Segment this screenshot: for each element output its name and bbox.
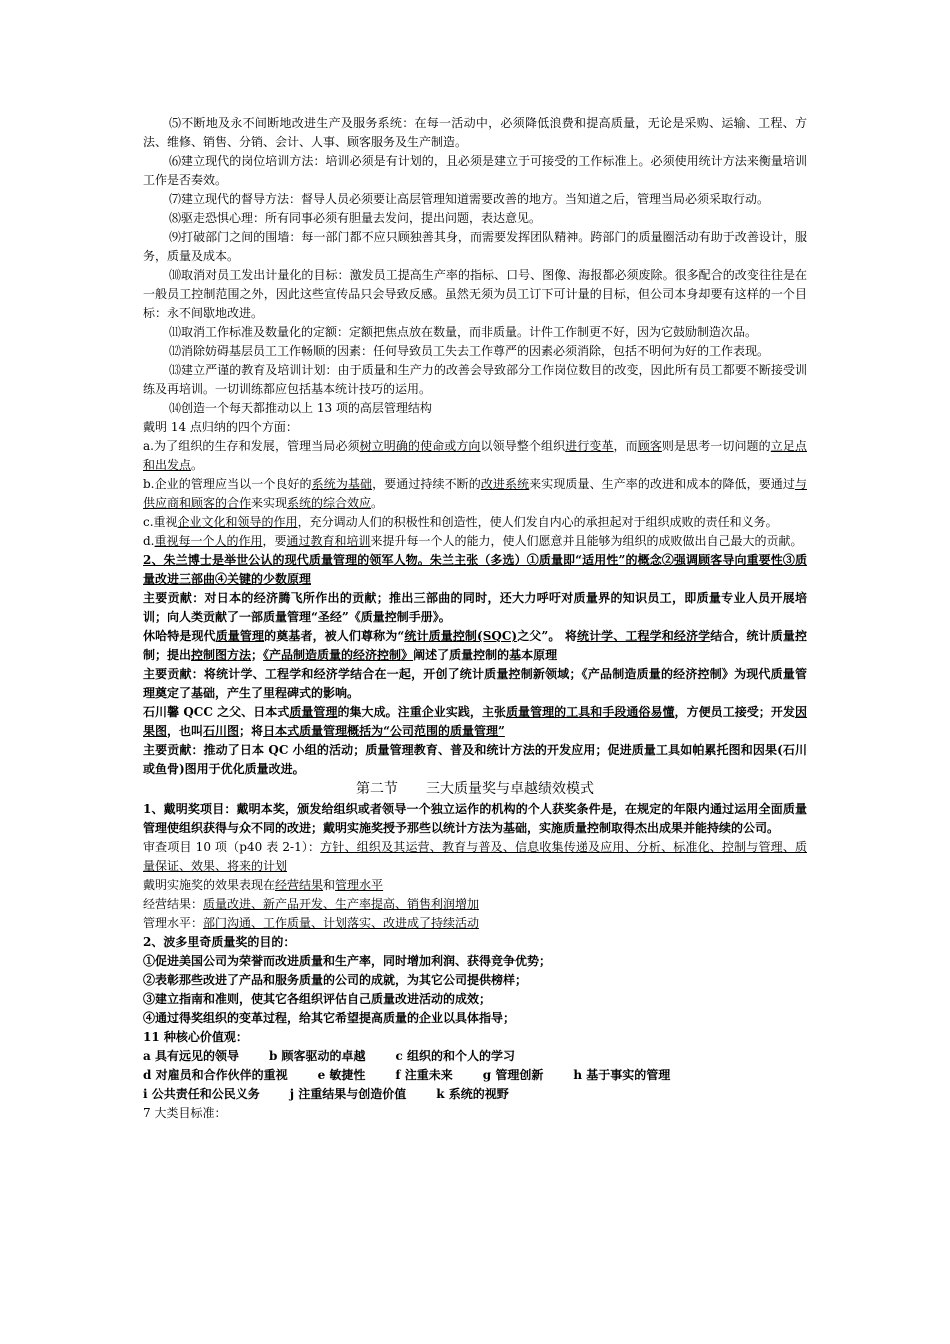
text-run: ⒀建立严谨的教育及培训计划：由于质量和生产力的改善会导致部分工作岗位数目的改变，因此所有员工都要不断接受训练及再培训。一切训练都应包括基本统计技巧的运用。 bbox=[143, 363, 807, 396]
text-run: d. bbox=[143, 534, 155, 548]
master-paragraph bbox=[143, 665, 807, 703]
summary-paragraph bbox=[143, 513, 807, 532]
deming-point bbox=[143, 342, 807, 361]
core-values-list bbox=[143, 1047, 807, 1104]
award-paragraph bbox=[143, 838, 807, 876]
section-number: 第二节 bbox=[356, 781, 398, 797]
text-run: ，要 bbox=[262, 534, 287, 548]
text-run: 系统为基础 bbox=[311, 477, 373, 491]
text-run: 日本式质量管理概括为“公司范围的质量管理” bbox=[263, 724, 505, 738]
text-run: 来提升每一个人的能力，使人们愿意并且能够为组织的成败做出自己最大的贡献。 bbox=[370, 534, 803, 548]
core-values-row bbox=[143, 1066, 807, 1085]
summary-paragraph bbox=[143, 475, 807, 513]
text-run: 结合，统计质量控制；提出 bbox=[143, 629, 807, 662]
text-run: ，要通过持续不断的 bbox=[372, 477, 481, 491]
text-run: 统计质量控制(SQC) bbox=[404, 629, 518, 643]
text-run: ⑾取消工作标准及数量化的定额：定额把焦点放在数量，而非质量。计件工作制更不好，因为它鼓励制造次品。 bbox=[169, 325, 758, 339]
text-run: 2、朱兰博士是举世公认的现代质量管理的领军人物。朱兰主张（多选）①质量即“适用性”的概念②强调顾客导向重要性③质量改进三部曲④关键的少数原理 bbox=[143, 553, 807, 586]
core-value-item: a 具有远见的领导 bbox=[143, 1049, 239, 1063]
text-run: ④通过得奖组织的变革过程，给其它希望提高质量的企业以具体指导； bbox=[143, 1011, 516, 1025]
text-run: ⑽取消对员工发出计量化的目标：激发员工提高生产率的指标、口号、图像、海报都必须废除。很多配合的改变往往是在一般员工控制范围之外，因此这些宣传品只会导致反感。虽然无须为员工订下可计量的目标，但公司本身却要有这样的一个目标：永不间歇地改进。 bbox=[143, 268, 807, 320]
text-run: 顾客 bbox=[637, 439, 662, 453]
text-run: 进行变革 bbox=[565, 439, 614, 453]
text-run: 戴明实施奖的效果表现在 bbox=[143, 878, 276, 892]
master-paragraph bbox=[143, 741, 807, 779]
text-run: 控制图方法 bbox=[191, 648, 252, 662]
text-run: ⒁创造一个每天都推动以上 13 项的高层管理结构 bbox=[169, 401, 432, 415]
text-run: 经营结果 bbox=[275, 878, 324, 892]
core-value-item: i 公共责任和公民义务 bbox=[143, 1087, 260, 1101]
text-run: ⑼打破部门之间的围墙：每一部门都不应只顾独善其身，而需要发挥团队精神。跨部门的质量圈活动有助于改善设计，服务，质量及成本。 bbox=[143, 230, 807, 263]
text-run: ，而 bbox=[613, 439, 638, 453]
core-value-item: g 管理创新 bbox=[482, 1068, 544, 1082]
text-run: 石川馨 QCC 之父、日本式 bbox=[143, 705, 290, 719]
award-paragraph bbox=[143, 895, 807, 914]
master-paragraph bbox=[143, 627, 807, 665]
text-run: 立足点和出发点 bbox=[143, 439, 807, 472]
text-run: ③建立指南和准则，使其它各组织评估自己质量改进活动的成效； bbox=[143, 992, 492, 1006]
text-run: 质量管理 bbox=[215, 629, 265, 643]
section-title: 三大质量奖与卓越绩效模式 bbox=[426, 781, 594, 797]
award-paragraph bbox=[143, 952, 807, 971]
text-run: ，充分调动人们的积极性和创造性，使人们发自内心的承担起对于组织成败的责任和义务。 bbox=[297, 515, 778, 529]
deming-point bbox=[143, 399, 807, 418]
core-value-item: d 对雇员和合作伙伴的重视 bbox=[143, 1068, 288, 1082]
text-run: ； bbox=[251, 648, 264, 662]
text-run: 质量管理的工具和手段通俗易懂 bbox=[506, 705, 675, 719]
text-run: 2、波多里奇质量奖的目的： bbox=[143, 935, 296, 949]
text-run: 与供应商和顾客的合作 bbox=[143, 477, 807, 510]
summary-paragraph bbox=[143, 437, 807, 475]
text-run: 质量改进、新产品开发、生产率提高、销售利润增加 bbox=[203, 897, 480, 911]
text-run: 方针、组织及其运营、教育与普及、信息收集传递及应用、分析、标准化、控制与管理、质量保证、效果、将来的计划 bbox=[143, 840, 807, 873]
document-body bbox=[143, 114, 807, 1123]
text-run: 改进系统 bbox=[480, 477, 530, 491]
text-run: 戴明 14 点归纳的四个方面： bbox=[143, 420, 298, 434]
text-run: ，方便员工接受；开发 bbox=[674, 705, 795, 719]
text-run: 主要贡献：将统计学、工程学和经济学结合在一起，开创了统计质量控制新领域；《产品制造质量的经济控制》为现代质量管理奠定了基础，产生了里程碑式的影响。 bbox=[143, 667, 807, 700]
text-run: 管理水平 bbox=[335, 878, 384, 892]
deming-point bbox=[143, 266, 807, 323]
text-run: 则是思考一切问题的 bbox=[661, 439, 771, 453]
text-run: 的集大成。注重企业实践，主张 bbox=[337, 705, 507, 719]
award-paragraph bbox=[143, 971, 807, 990]
text-run: ⑺建立现代的督导方法：督导人员必须要让高层管理知道需要改善的地方。当知道之后，管理当局必须采取行动。 bbox=[169, 192, 770, 206]
text-run: 和 bbox=[323, 878, 336, 892]
core-value-item: h 基于事实的管理 bbox=[573, 1068, 671, 1082]
text-run: 管理水平： bbox=[143, 916, 204, 930]
text-run: ⑿消除妨碍基层员工工作畅顺的因素：任何导致员工失去工作尊严的因素必须消除，包括不明何为好的工作表现。 bbox=[169, 344, 770, 358]
award-paragraph bbox=[143, 1028, 807, 1047]
core-value-item: e 敏捷性 bbox=[317, 1068, 366, 1082]
master-paragraph bbox=[143, 589, 807, 627]
text-run: 主要贡献：对日本的经济腾飞所作出的贡献；推出三部曲的同时，还大力呼吁对质量界的知识员工，即质量专业人员开展培训；向人类贡献了一部质量管理“圣经”《质量控制手册》。 bbox=[143, 591, 807, 624]
text-run: ②表彰那些改进了产品和服务质量的公司的成就，为其它公司提供榜样； bbox=[143, 973, 528, 987]
text-run: 休哈特是现代 bbox=[143, 629, 216, 643]
core-values-row bbox=[143, 1047, 807, 1066]
text-run: 部门沟通、工作质量、计划落实、改进成了持续活动 bbox=[203, 916, 480, 930]
quality-awards bbox=[143, 800, 807, 1047]
text-run: 石川图 bbox=[203, 724, 240, 738]
text-run: ⑸不断地及永不间断地改进生产及服务系统：在每一活动中，必须降低浪费和提高质量，无论是采购、运输、工程、方法、维修、销售、分销、会计、人事、顾客服务及生产制造。 bbox=[143, 116, 807, 149]
text-run: 11 种核心价值观： bbox=[143, 1030, 248, 1044]
text-run: 阐述了质量控制的基本原理 bbox=[413, 648, 558, 662]
deming-point bbox=[143, 152, 807, 190]
summary-paragraph bbox=[143, 418, 807, 437]
text-run: 。 bbox=[371, 496, 384, 510]
text-run: 统计学、工程学和经济学 bbox=[576, 629, 711, 643]
text-run: 的奠基者，被人们尊称为“ bbox=[264, 629, 405, 643]
text-run: ①促进美国公司为荣誉而改进质量和生产率，同时增加利润、获得竞争优势； bbox=[143, 954, 552, 968]
award-paragraph bbox=[143, 990, 807, 1009]
text-run: 之父”。 将 bbox=[517, 629, 577, 643]
deming-14-points bbox=[143, 114, 807, 418]
text-run: 《产品制造质量的经济控制》 bbox=[263, 648, 414, 662]
core-value-item: c 组织的和个人的学习 bbox=[395, 1049, 516, 1063]
summary-paragraph bbox=[143, 532, 807, 551]
master-paragraph bbox=[143, 551, 807, 589]
text-run: 树立明确的使命或方向 bbox=[359, 439, 481, 453]
text-run: 企业文化和领导的作用 bbox=[177, 515, 298, 529]
text-run: c.重视 bbox=[143, 515, 178, 529]
text-run: ，也叫 bbox=[167, 724, 204, 738]
master-paragraph bbox=[143, 703, 807, 741]
text-run: 因果图 bbox=[143, 705, 807, 738]
award-paragraph bbox=[143, 914, 807, 933]
deming-summary bbox=[143, 418, 807, 551]
core-value-item: b 顾客驱动的卓越 bbox=[268, 1049, 366, 1063]
text-run: 经营结果： bbox=[143, 897, 204, 911]
text-run: 质量管理 bbox=[289, 705, 338, 719]
deming-point bbox=[143, 323, 807, 342]
deming-point bbox=[143, 209, 807, 228]
text-run: ⑻驱走恐惧心理：所有同事必须有胆量去发问，提出问题，表达意见。 bbox=[169, 211, 542, 225]
award-paragraph bbox=[143, 876, 807, 895]
text-run: ；将 bbox=[239, 724, 264, 738]
text-run: 以领导整个组织 bbox=[480, 439, 566, 453]
core-value-item: j 注重结果与创造价值 bbox=[289, 1087, 407, 1101]
text-run: 。 bbox=[191, 458, 204, 472]
text-run: a.为了组织的生存和发展，管理当局必须 bbox=[143, 439, 360, 453]
award-paragraph bbox=[143, 1009, 807, 1028]
text-run: ⑹建立现代的岗位培训方法：培训必须是有计划的，且必须是建立于可接受的工作标准上。必须使用统计方法来衡量培训工作是否奏效。 bbox=[143, 154, 807, 187]
footer-line: 7 大类目标准： bbox=[143, 1106, 227, 1120]
quality-masters bbox=[143, 551, 807, 779]
text-run: b.企业的管理应当以一个良好的 bbox=[143, 477, 312, 491]
text-run: 系统的综合效应 bbox=[287, 496, 372, 510]
text-run: 重视每一个人的作用 bbox=[154, 534, 263, 548]
text-run: 1、戴明奖项目：戴明本奖，颁发给组织或者领导一个独立运作的机构的个人获奖条件是，在规定的年限内通过运用全面质量管理使组织获得与众不同的改进；戴明实施奖授予那些以统计方法为基础，实施质量控制取得杰出成果并能持续的公司。 bbox=[143, 802, 807, 835]
core-value-item: k 系统的视野 bbox=[436, 1087, 509, 1101]
deming-point bbox=[143, 361, 807, 399]
text-run: 审查项目 10 项（p40 表 2-1）： bbox=[143, 840, 321, 854]
deming-point bbox=[143, 190, 807, 209]
deming-point bbox=[143, 114, 807, 152]
text-run: 来实现质量、生产率的改进和成本的降低，要通过 bbox=[529, 477, 795, 491]
award-paragraph bbox=[143, 933, 807, 952]
text-run: 来实现 bbox=[251, 496, 288, 510]
deming-point bbox=[143, 228, 807, 266]
core-values-row bbox=[143, 1085, 807, 1104]
core-value-item: f 注重未来 bbox=[395, 1068, 453, 1082]
text-run: 通过教育和培训 bbox=[286, 534, 371, 548]
award-paragraph bbox=[143, 800, 807, 838]
section-heading bbox=[143, 779, 807, 800]
text-run: 主要贡献：推动了日本 QC 小组的活动；质量管理教育、普及和统计方法的开发应用；促进质量工具如帕累托图和因果(石川或鱼骨)图用于优化质量改进。 bbox=[143, 743, 807, 776]
